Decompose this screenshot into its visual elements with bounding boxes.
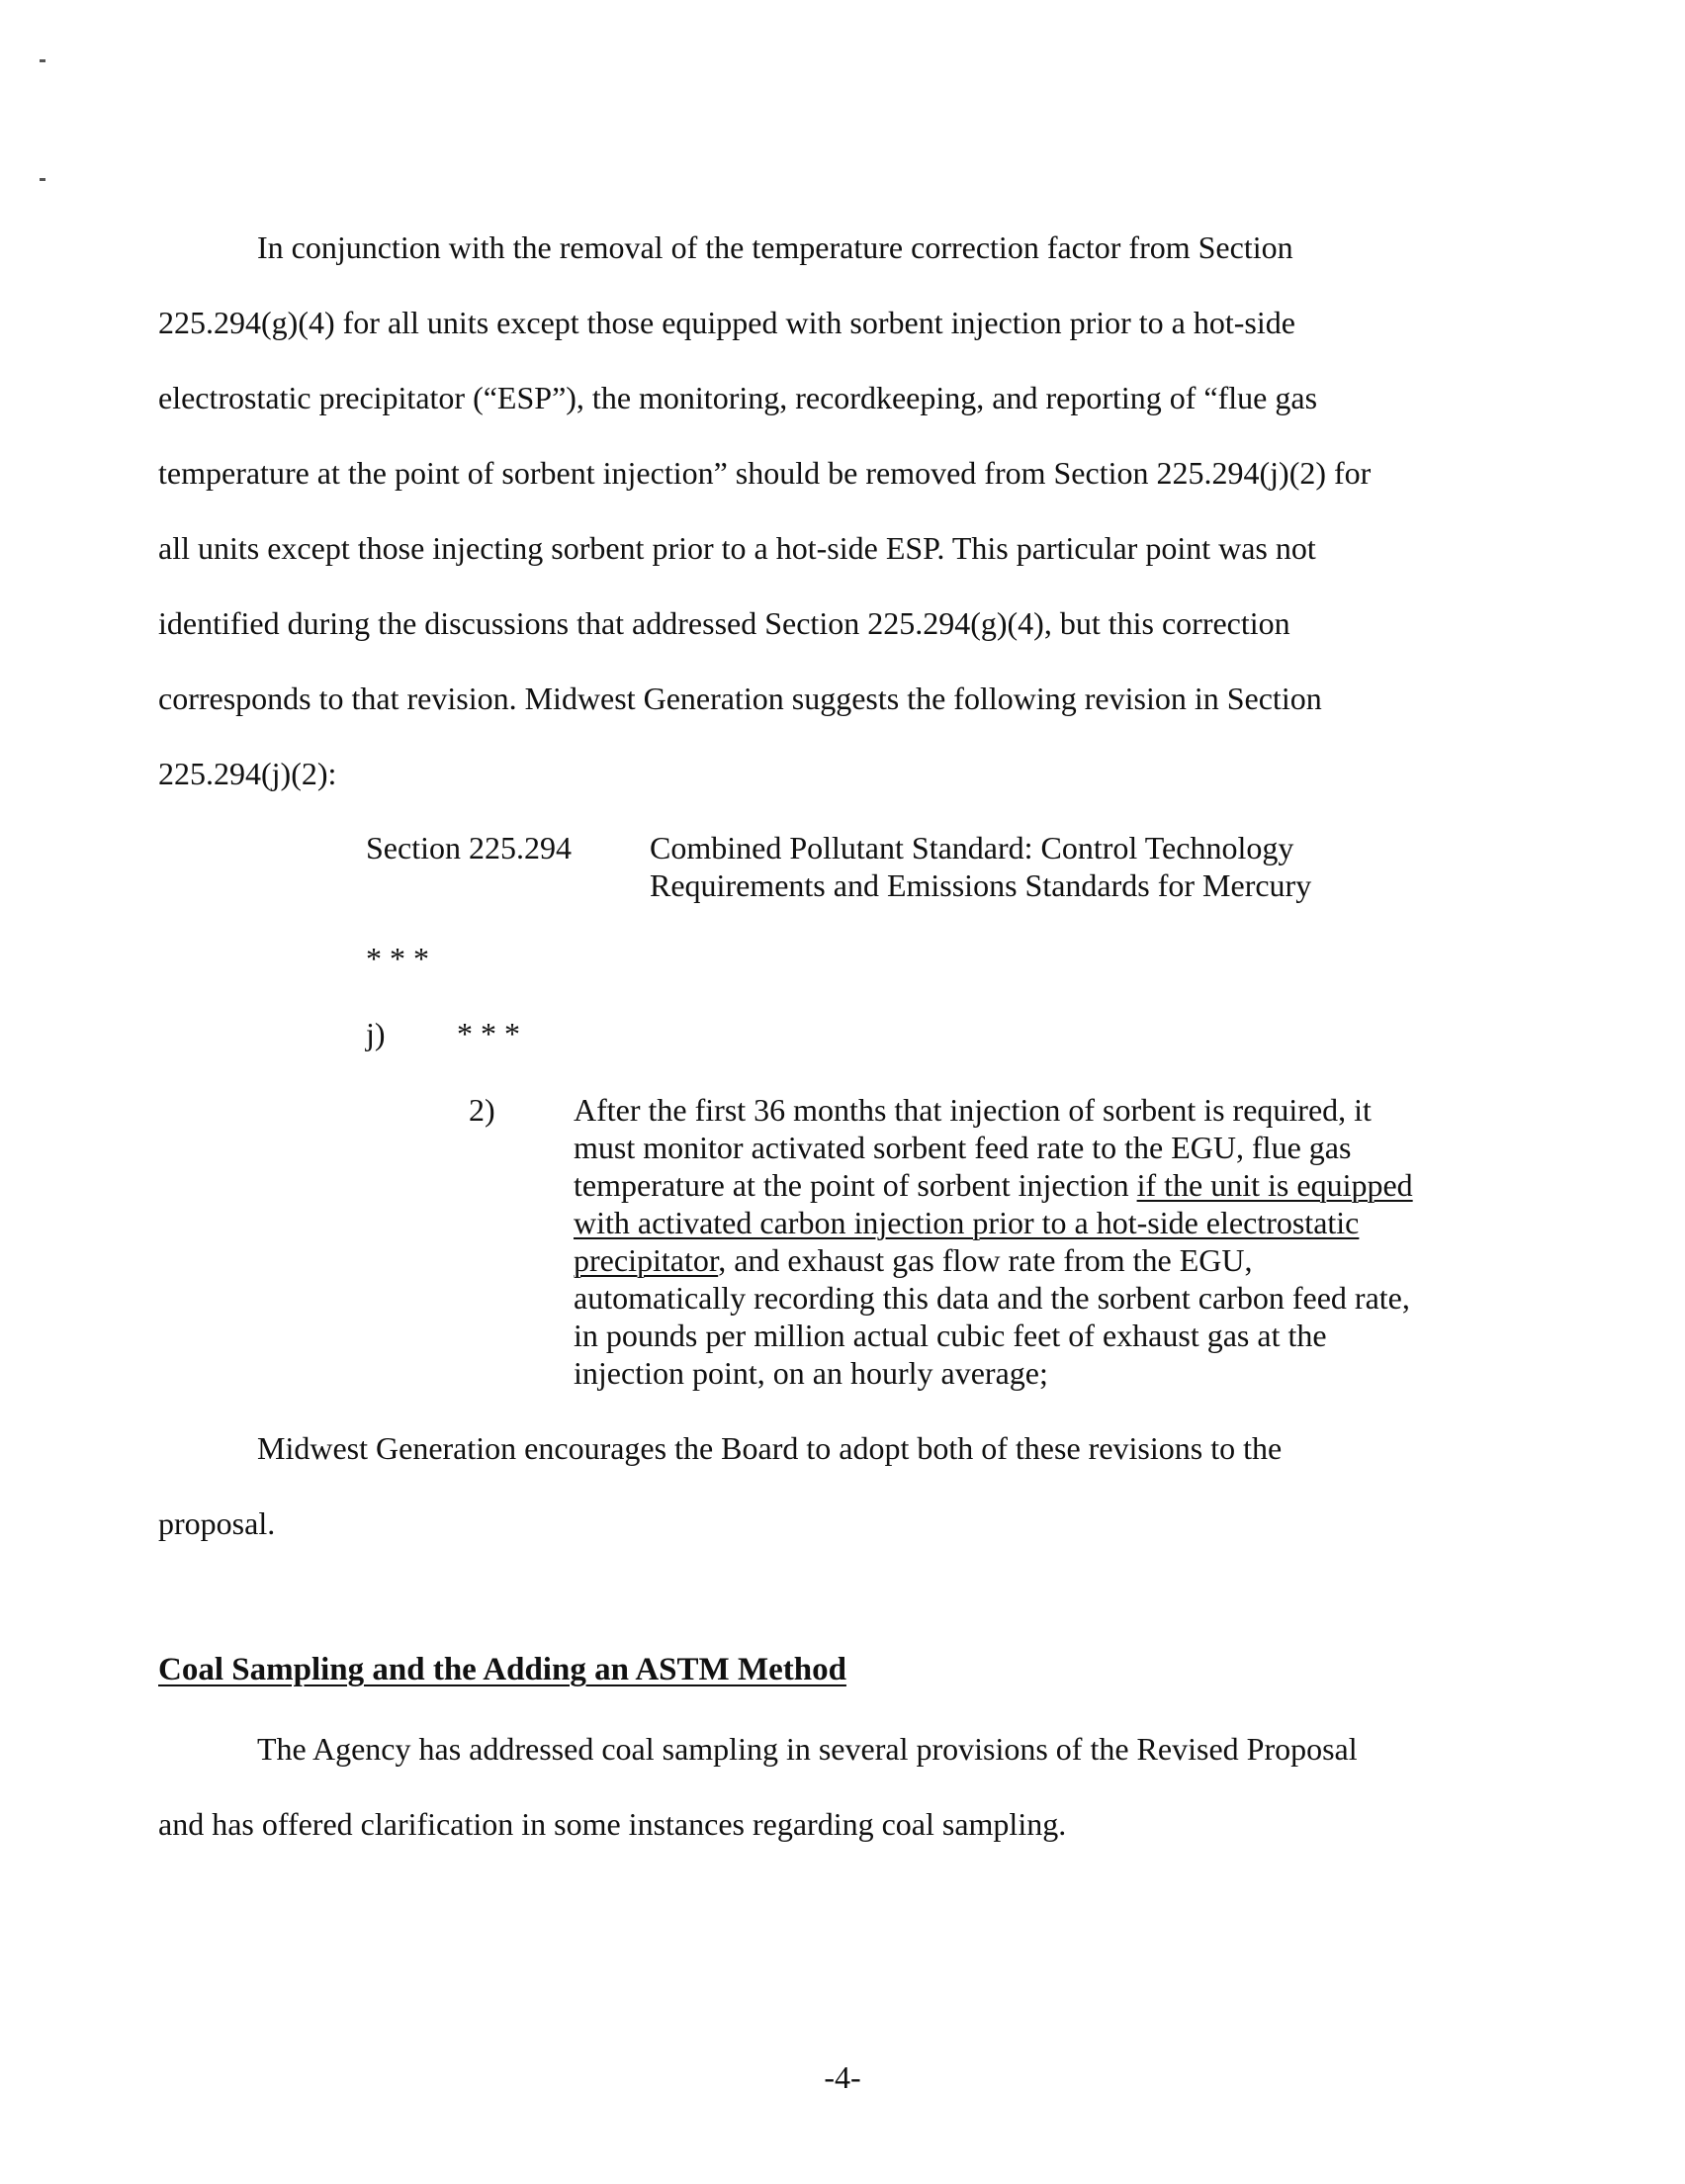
paragraph-line: 225.294(j)(2): [158, 756, 337, 791]
paragraph-line: corresponds to that revision. Midwest Generation suggests the following revision in Section [158, 681, 1322, 716]
paragraph-line: proposal. [158, 1505, 276, 1541]
paragraph-line: The Agency has addressed coal sampling in several provisions of the Revised Proposal [257, 1731, 1358, 1767]
item-text-line: automatically recording this data and the sorbent carbon feed rate, [574, 1280, 1410, 1316]
omission-asterisks: * * * [366, 941, 429, 976]
scan-speck [40, 178, 45, 181]
section-title-line: Combined Pollutant Standard: Control Technology [650, 830, 1294, 865]
page-number: -4- [824, 2059, 861, 2095]
inserted-text: precipitator [574, 1242, 719, 1278]
item-text-line: must monitor activated sorbent feed rate to the EGU, flue gas [574, 1130, 1352, 1165]
subsection-label: j) [366, 1016, 386, 1051]
paragraph-line: Midwest Generation encourages the Board to adopt both of these revisions to the [257, 1430, 1283, 1466]
paragraph-line: identified during the discussions that addressed Section 225.294(g)(4), but this correction [158, 605, 1290, 641]
paragraph-line: and has offered clarification in some instances regarding coal sampling. [158, 1806, 1067, 1842]
inserted-text: if the unit is equipped [1136, 1167, 1413, 1203]
paragraph-line: temperature at the point of sorbent injection” should be removed from Section 225.294(j)(2) for [158, 455, 1372, 491]
section-number: Section 225.294 [366, 830, 572, 865]
scan-speck [40, 59, 45, 62]
omission-asterisks: * * * [457, 1016, 520, 1051]
paragraph-line: In conjunction with the removal of the temperature correction factor from Section [257, 229, 1293, 265]
item-text-plain: , and exhaust gas flow rate from the EGU, [718, 1242, 1253, 1278]
inserted-text: with activated carbon injection prior to a hot-side electrostatic [574, 1205, 1360, 1240]
item-number: 2) [469, 1092, 495, 1128]
section-title-line: Requirements and Emissions Standards for Mercury [650, 867, 1312, 903]
item-text-line [574, 1166, 1413, 1204]
section-heading: Coal Sampling and the Adding an ASTM Method [158, 1652, 846, 1687]
paragraph-line: all units except those injecting sorbent prior to a hot-side ESP. This particular point was not [158, 530, 1316, 566]
paragraph-line: 225.294(g)(4) for all units except those equipped with sorbent injection prior to a hot-side [158, 305, 1295, 340]
item-text-line: in pounds per million actual cubic feet of exhaust gas at the [574, 1318, 1327, 1353]
item-text-line [574, 1241, 1252, 1279]
item-text-line: injection point, on an hourly average; [574, 1355, 1048, 1391]
paragraph-line: electrostatic precipitator (“ESP”), the monitoring, recordkeeping, and reporting of “flue gas [158, 380, 1318, 415]
item-text-line: After the first 36 months that injection of sorbent is required, it [574, 1092, 1372, 1128]
item-text-plain: temperature at the point of sorbent injection [574, 1167, 1137, 1203]
item-text-line [574, 1204, 1359, 1241]
